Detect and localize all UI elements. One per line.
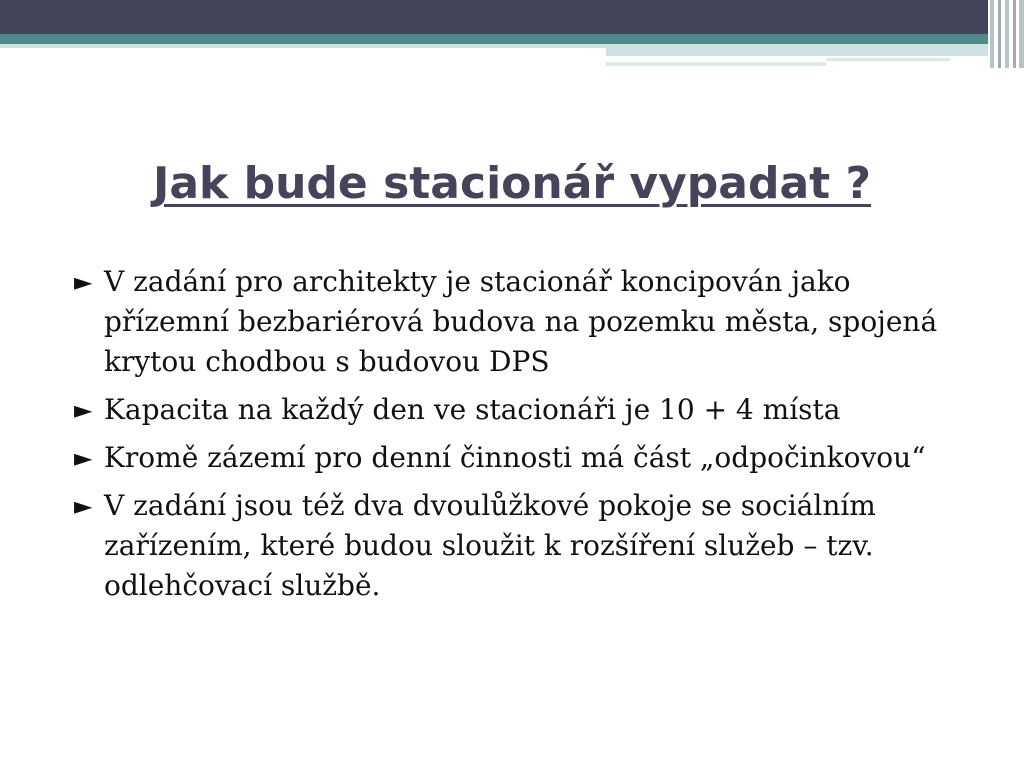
- bullet-text: Kromě zázemí pro denní činnosti má část „odpočinkovou“: [104, 441, 926, 474]
- triangle-bullet-icon: ►: [74, 396, 93, 424]
- bullet-list: [74, 262, 974, 614]
- slide-title-text: Jak bude stacionář vypadat ?: [152, 158, 872, 209]
- header-light-stripe: [606, 48, 1024, 56]
- bullet-text: Kapacita na každý den ve stacionáři je 10 + 4 místa: [104, 393, 841, 426]
- header-dark-bar: [0, 0, 1024, 34]
- header-light-stripe: [826, 58, 950, 61]
- slide-title: [0, 158, 1024, 209]
- triangle-bullet-icon: ►: [74, 492, 93, 520]
- triangle-bullet-icon: ►: [74, 444, 93, 472]
- triangle-bullet-icon: ►: [74, 268, 93, 296]
- header-vertical-stripes: [988, 0, 1024, 68]
- bullet-item: [74, 262, 974, 382]
- bullet-item: [74, 486, 974, 606]
- header-light-stripe: [606, 62, 826, 66]
- bullet-text: V zadání jsou též dva dvoulůžkové pokoje se sociálním zařízením, které budou sloužit k rozšíření služeb – tzv. odlehčovací službě.: [104, 489, 876, 602]
- bullet-item: [74, 390, 974, 430]
- bullet-item: [74, 438, 974, 478]
- bullet-text: V zadání pro architekty je stacionář koncipován jako přízemní bezbariérová budova na pozemku města, spojená krytou chodbou s budovou DPS: [104, 265, 938, 378]
- header-teal-bar: [0, 34, 1024, 44]
